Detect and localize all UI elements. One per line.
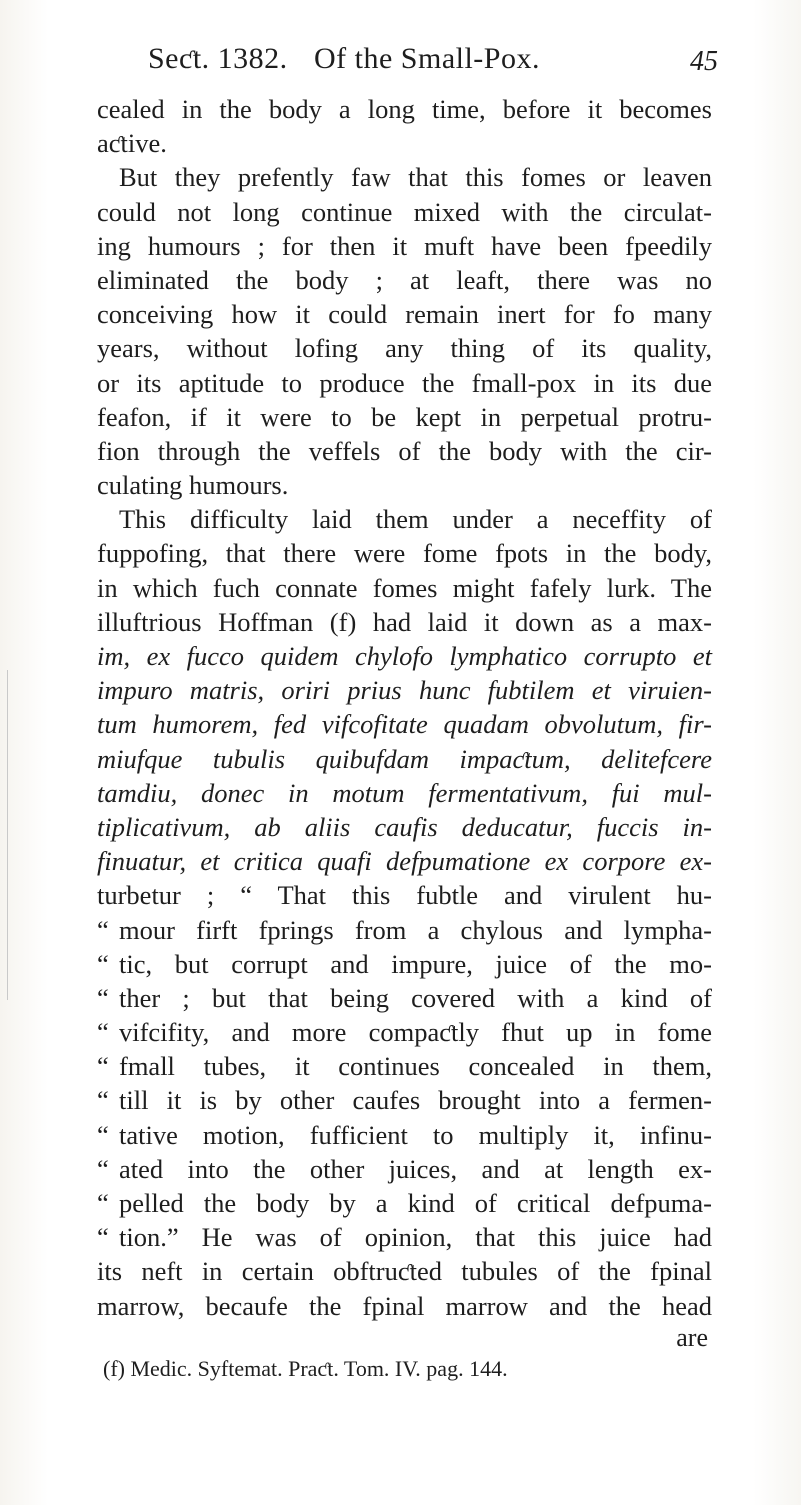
quoted-line — [97, 1152, 712, 1186]
quoted-line — [97, 1083, 712, 1117]
quote-mark: “ — [97, 914, 109, 945]
text-line: could not long continue mixed with the circulat- — [97, 196, 712, 227]
catchword: are — [676, 1322, 708, 1352]
text-line: culating humours. — [97, 470, 289, 501]
text-line: eliminated the body ; at leaft, there was no — [97, 264, 712, 295]
text-line: fion through the veffels of the body with the cir- — [97, 435, 712, 466]
quoted-line-text: fmall tubes, it continues concealed in them, — [119, 1051, 712, 1082]
running-head-title: Of the Small-Pox. — [314, 42, 540, 75]
quote-mark: “ — [97, 1119, 109, 1150]
latin-quote-line: finuatur, et critica quafi defpumatione ex corpore ex- — [97, 846, 712, 877]
quote-mark: “ — [97, 1051, 109, 1082]
text-line: or its aptitude to produce the fmall-pox in its due — [97, 367, 712, 398]
text-line: feafon, if it were to be kept in perpetual protru- — [97, 401, 712, 432]
quoted-line-text: vifcifity, and more compaƈtly fhut up in fome — [119, 1017, 712, 1048]
quoted-line — [97, 981, 712, 1015]
quoted-line — [97, 1118, 712, 1152]
text-line: marrow, becaufe the fpinal marrow and the head — [97, 1290, 712, 1321]
text-line: years, without lofing any thing of its quality, — [97, 333, 712, 364]
quoted-line-text: ated into the other juices, and at length ex- — [119, 1153, 712, 1184]
text-line: its neft in certain obftruƈted tubules of the fpinal — [97, 1256, 712, 1287]
text-line: illuftrious Hoffman (f) had laid it down as a max- — [97, 606, 712, 637]
text-line: cealed in the body a long time, before it becomes — [97, 94, 712, 124]
footnote: (f) Medic. Syftemat. Praƈt. Tom. IV. pag. 144. — [103, 1355, 508, 1381]
quoted-line-text: tion.” He was of opinion, that this juice had — [119, 1222, 712, 1253]
quoted-line — [97, 913, 712, 947]
quote-mark: “ — [97, 1017, 109, 1048]
text-line: fuppofing, that there were fome fpots in the body, — [97, 538, 712, 569]
latin-quote-line: tum humorem, fed vifcofitate quadam obvolutum, fir- — [97, 709, 712, 740]
quoted-line-text: tic, but corrupt and impure, juice of the mo- — [119, 948, 712, 979]
quoted-line-text: till it is by other caufes brought into a fermen- — [119, 1085, 712, 1116]
quoted-line-text: ther ; but that being covered with a kind of — [119, 982, 712, 1013]
quoted-line — [97, 1049, 712, 1083]
latin-quote-line: tamdiu, donec in motum fermentativum, fui mul- — [97, 777, 712, 808]
latin-quote-line: miufque tubulis quibufdam impaƈtum, delitefcere — [97, 743, 712, 774]
quote-mark: “ — [97, 948, 109, 979]
latin-quote-line: impuro matris, oriri prius hunc fubtilem et viruien- — [97, 675, 712, 706]
quoted-line-text: tative motion, fufficient to multiply it, infinu- — [119, 1119, 712, 1150]
quoted-line-text: pelled the body by a kind of critical defpuma- — [119, 1188, 712, 1218]
running-head-section: Seƈt. 1382. — [148, 42, 288, 75]
quote-mark: “ — [97, 1085, 109, 1116]
running-head — [148, 38, 718, 82]
quote-mark: “ — [97, 982, 109, 1013]
text-line: in which fuch connate fomes might fafely lurk. The — [97, 572, 712, 603]
quoted-line — [97, 947, 712, 981]
latin-quote-line: tiplicativum, ab aliis caufis deducatur, fuccis in- — [97, 811, 712, 842]
body-text — [97, 92, 712, 1385]
quote-mark: “ — [97, 1153, 109, 1184]
text-line: conceiving how it could remain inert for fo many — [97, 299, 712, 330]
quoted-line-text: mour firft fprings from a chylous and lympha- — [119, 914, 712, 945]
quote-mark: “ — [97, 1222, 109, 1253]
quoted-line — [97, 1220, 712, 1254]
text-line: turbetur ; “ That this fubtle and virulent hu- — [97, 880, 712, 911]
text-line: This difficulty laid them under a neceffity of — [119, 504, 712, 535]
text-line: ing humours ; for then it muft have been fpeedily — [97, 230, 712, 261]
text-line: But they prefently faw that this fomes or leaven — [119, 162, 712, 193]
text-line: aƈtive. — [97, 128, 167, 159]
gutter-shadow — [7, 670, 8, 1000]
quoted-line — [97, 1015, 712, 1049]
quote-mark: “ — [97, 1188, 109, 1218]
quoted-line — [97, 1186, 712, 1220]
page-number: 45 — [690, 46, 718, 77]
latin-quote-line: im, ex fucco quidem chylofo lymphatico corrupto et — [97, 641, 712, 671]
